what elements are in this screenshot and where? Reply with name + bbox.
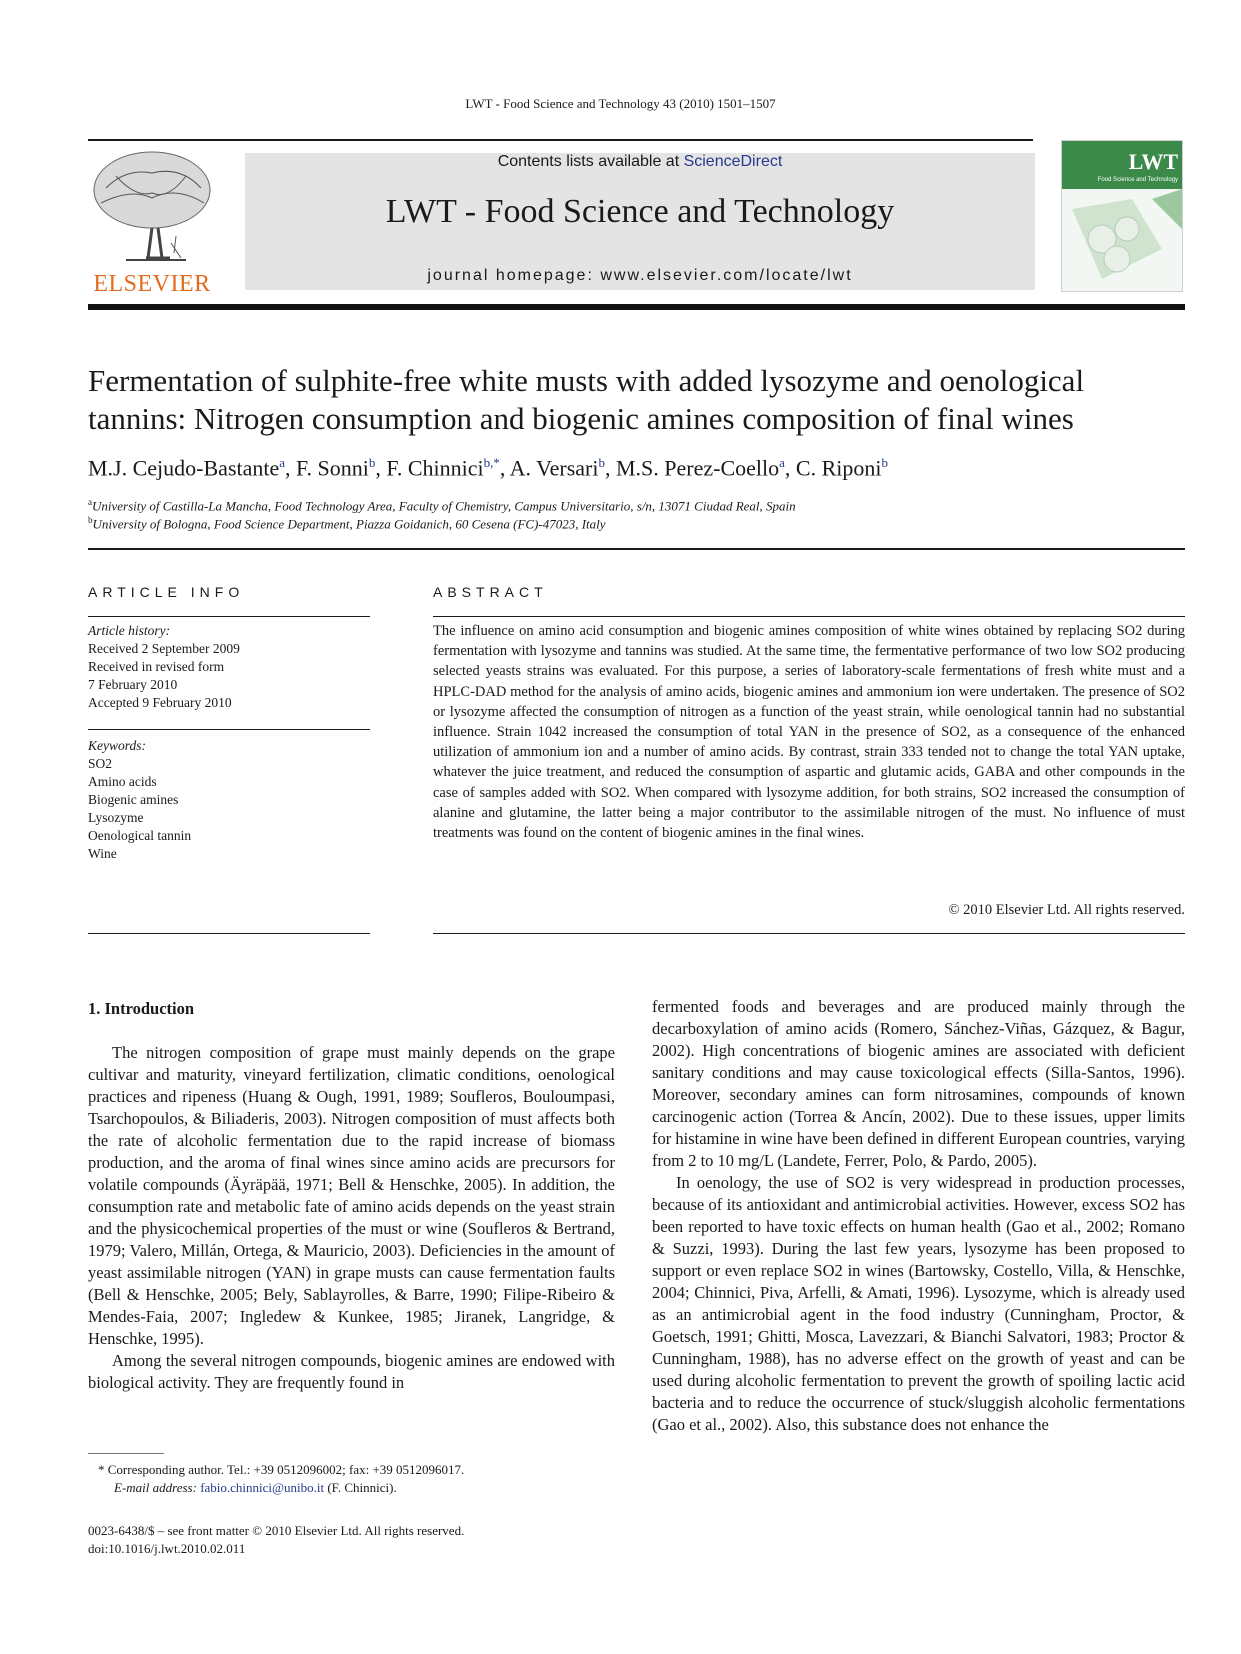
article-history — [88, 622, 368, 712]
article-info-bottom-rule — [88, 933, 370, 934]
keyword: Biogenic amines — [88, 792, 179, 807]
journal-homepage[interactable]: journal homepage: www.elsevier.com/locate/lwt — [427, 267, 853, 284]
contents-line — [245, 153, 1035, 171]
abstract-text: The influence on amino acid consumption and biogenic amines composition of white wines obtained by replacing SO2 during fermentation with lysozyme and tannins was studied. At the same time, the fermentative performance of two low SO2 producing selected yeasts strains was evaluated. For this purpose, a series of laboratory-scale fermentations of fresh white must and a HPLC-DAD method for the analysis of amino acids, biogenic amines and ammonium ion were undertaken. The presence of SO2 or lysozyme affected the consumption of nitrogen as a function of the yeast strain, while oenological tannin had no substantial influence. Strain 1042 increased the consumption of total YAN in the presence of SO2, as a consequence of the enhanced utilization of ammonium ion and a number of amino acids. By contrast, strain 333 tended not to change the total YAN uptake, whatever the juice treatment, and reduced the consumption of aspartic and glutamic acids, GABA and other compounds in the case of samples added with SO2. When compared with lysozyme addition, for both strains, SO2 increased the consumption of alanine and glutamine, the latter being a major contributor to the assimilable nitrogen of the must. No influence of must treatments was found on the content of biogenic amines in the final wines. — [433, 623, 1185, 842]
author[interactable]: M.J. Cejudo-Bastante — [88, 455, 280, 481]
cover-image-icon — [1062, 189, 1182, 291]
author-affil-mark[interactable]: b — [881, 455, 888, 470]
author[interactable]: F. Sonni — [296, 455, 369, 481]
author-affil-mark[interactable]: a — [779, 455, 785, 470]
email-link[interactable]: fabio.chinnici@unibo.it — [200, 1480, 325, 1495]
article-info-heading: ARTICLE INFO — [88, 584, 245, 600]
body-paragraph: Among the several nitrogen compounds, biogenic amines are endowed with biological activity. They are frequently found in — [88, 1351, 615, 1392]
author-affil-mark[interactable]: a — [279, 455, 286, 470]
masthead-rule — [88, 304, 1185, 310]
email-label: E-mail address: — [114, 1480, 201, 1495]
keywords — [88, 737, 368, 863]
body-paragraph: fermented foods and beverages and are produced mainly through the decarboxylation of amino acids (Romero, Sánchez-Viñas, Gázquez, & Bagur, 2002). High concentrations of biogenic amines are associated with deficient sanitary conditions and may cause toxicological effects (Silla-Santos, 1996). Moreover, secondary amines can form nitrosamines, compounds of known carcinogenic action (Torrea & Ancín, 2002). Due to these issues, upper limits for histamine in wine have been defined in different European countries, varying from 2 to 10 mg/L (Landete, Ferrer, Polo, & Pardo, 2005). — [652, 997, 1186, 1170]
affiliation-mark: a — [88, 497, 92, 507]
affiliation-text: University of Castilla-La Mancha, Food Technology Area, Faculty of Chemistry, Campus Universitario, s/n, 13071 Ciudad Real, Spain — [92, 498, 796, 514]
affiliation-text: University of Bologna, Food Science Department, Piazza Goidanich, 60 Cesena (FC)-47023, Italy — [92, 516, 606, 532]
keywords-rule — [88, 729, 370, 730]
affiliation — [88, 497, 1188, 514]
contents-prefix: Contents lists available at — [497, 153, 684, 170]
right-column — [652, 996, 1185, 1436]
body-paragraph: The nitrogen composition of grape must mainly depends on the grape cultivar and maturity, vineyard fertilization, climatic conditions, oenological practices and ripeness (Huang & Ough, 1991, 1989; Soufleros, Bouloumpasi, Tsarchopoulos, & Biliaderis, 2003). Nitrogen composition of must affects both the rate of alcoholic fermentation due to the rapid increase of biomass production, and the aroma of final wines since amino acids are precursors for volatile compounds (Äyräpää, 1971; Bell & Henschke, 2005). In addition, the consumption rate and metabolic fate of amino acids depends on the yeast strain and the physicochemical properties of the must or wine (Soufleros & Bertrand, 1979; Valero, Millán, Ortega, & Mauricio, 2003). Deficiencies in the amount of yeast assimilable nitrogen (YAN) in grape musts can cause fermentation faults (Bell & Henschke, 2005; Bely, Sablayrolles, & Barre, 1990; Filipe-Ribeiro & Mendes-Faia, 2007; Ingledew & Kunkee, 1985; Jiranek, Langridge, & Henschke, 1995). — [88, 1043, 615, 1348]
issn-line: 0023-6438/$ – see front matter © 2010 Elsevier Ltd. All rights reserved. — [88, 1523, 465, 1538]
front-matter-rule — [88, 548, 1185, 550]
abstract-copyright: © 2010 Elsevier Ltd. All rights reserved. — [948, 902, 1185, 918]
article-title: Fermentation of sulphite-free white musts with added lysozyme and oenological tannins: Nitrogen consumption and biogenic amines composition of final wines — [88, 363, 1085, 436]
history-item: 7 February 2010 — [88, 677, 178, 692]
email-note — [114, 1479, 654, 1497]
doi-line[interactable]: doi:10.1016/j.lwt.2010.02.011 — [88, 1541, 246, 1556]
elsevier-logo[interactable] — [86, 148, 218, 298]
keyword: Lysozyme — [88, 810, 144, 825]
cover-subtitle: Food Science and Technology — [1097, 177, 1178, 183]
keyword: SO2 — [88, 756, 113, 771]
history-item: Received 2 September 2009 — [88, 641, 240, 656]
abstract-heading: ABSTRACT — [433, 584, 548, 600]
elsevier-tree-icon — [86, 148, 218, 266]
keyword: Wine — [88, 846, 117, 861]
journal-cover[interactable] — [1061, 140, 1183, 292]
keyword: Amino acids — [88, 774, 157, 789]
article-info-rule — [88, 616, 370, 617]
corresponding-author-note: * Corresponding author. Tel.: +39 0512096002; fax: +39 0512096017. — [98, 1462, 465, 1477]
abstract-bottom-rule — [433, 933, 1185, 934]
keywords-label: Keywords: — [88, 738, 146, 753]
history-item: Accepted 9 February 2010 — [88, 695, 232, 710]
author[interactable]: A. Versari — [509, 455, 599, 481]
keyword: Oenological tannin — [88, 828, 192, 843]
author[interactable]: F. Chinnici — [386, 455, 484, 481]
affiliation — [88, 515, 1188, 532]
footnote-rule — [88, 1453, 164, 1454]
section-heading: 1. Introduction — [88, 999, 195, 1018]
header-rule — [88, 139, 1033, 141]
body-paragraph: In oenology, the use of SO2 is very widespread in production processes, because of its antioxidant and antimicrobial activities. However, excess SO2 has been reported to have toxic effects on human health (Gao et al., 2002; Romano & Suzzi, 1993). During the last few years, lysozyme has been proposed to support or even replace SO2 in wines (Bartowsky, Costello, Villa, & Henschke, 2004; Chinnici, Piva, Arfelli, & Amati, 1996). Lysozyme, which is already used as an antimicrobial agent in the food industry (Cunningham, Proctor, & Goetsch, 1991; Ghitti, Mosca, Lavezzari, & Bianchi Salvatori, 1983; Proctor & Cunningham, 1988), has no adverse effect on the growth of yeast and can be used during alcoholic fermentation to prevent the growth of spoiling lactic acid bacteria and to reduce the occurrence of stuck/sluggish alcoholic fermentations (Gao et al., 2002). Also, this substance does not enhance the — [652, 1173, 1185, 1434]
journal-banner — [245, 153, 1035, 290]
author-list: M.J. Cejudo-Bastante$^a$, F. Sonni$^b$, F. Chinnici$^{b,*}$, A. Versari$^b$, M.S. Perez-Coello$^a$, C. Riponi$^b$ — [88, 455, 888, 481]
author-affil-mark[interactable]: b — [598, 455, 605, 470]
email-suffix: (F. Chinnici). — [324, 1480, 397, 1495]
author-affil-mark[interactable]: b — [368, 455, 376, 470]
history-item: Received in revised form — [88, 659, 225, 674]
sciencedirect-link[interactable]: ScienceDirect — [683, 153, 783, 170]
author[interactable]: M.S. Perez-Coello — [615, 455, 780, 481]
abstract-rule — [433, 616, 1185, 617]
affiliation-mark: b — [88, 515, 93, 525]
cover-title: LWT — [1128, 149, 1178, 174]
running-head: LWT - Food Science and Technology 43 (2010) 1501–1507 — [465, 96, 776, 111]
history-label: Article history: — [88, 623, 171, 638]
left-column — [88, 1042, 615, 1394]
author-affil-mark[interactable]: b,* — [483, 455, 500, 470]
elsevier-wordmark: ELSEVIER — [93, 271, 211, 297]
journal-title: LWT - Food Science and Technology — [385, 193, 895, 230]
author[interactable]: C. Riponi — [795, 455, 882, 481]
